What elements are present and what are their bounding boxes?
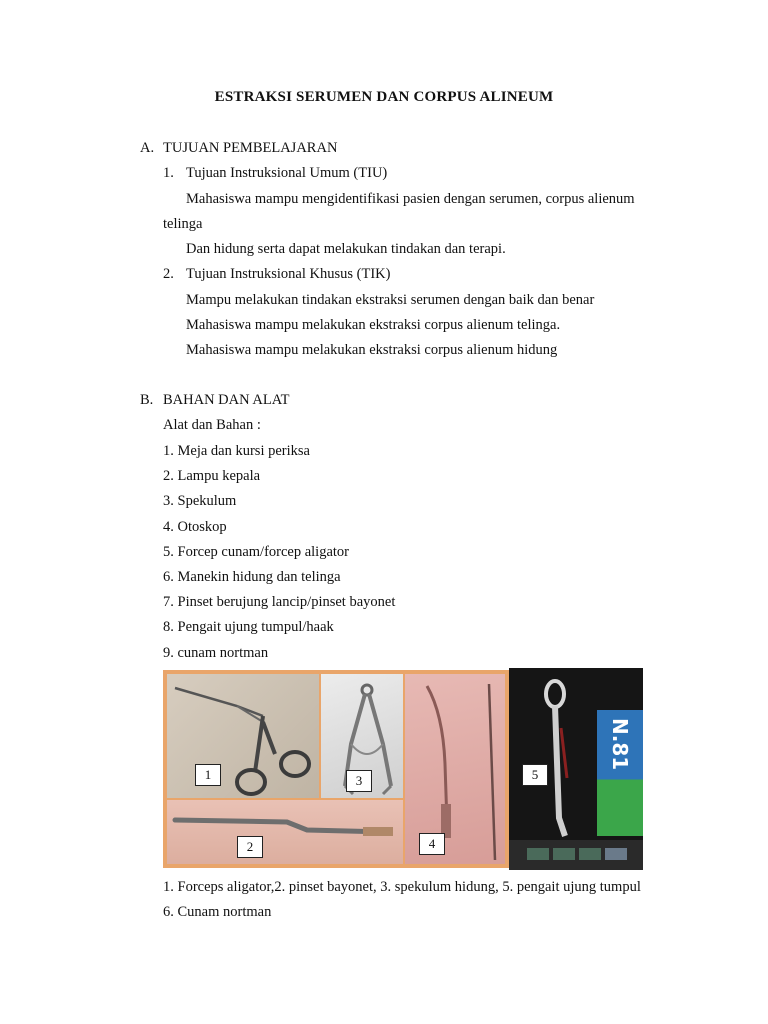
pinset-bayonet-photo bbox=[167, 800, 403, 864]
list-item: 8. Pengait ujung tumpul/haak bbox=[163, 619, 334, 635]
list-item: 4. Otoskop bbox=[163, 519, 227, 535]
section-a-item2-line3: Mahasiswa mampu melakukan ekstraksi corpus alienum hidung bbox=[186, 342, 558, 358]
photo-label-3: 3 bbox=[346, 770, 372, 792]
section-a-heading: TUJUAN PEMBELAJARAN bbox=[163, 140, 338, 156]
photo-label-4: 4 bbox=[419, 833, 445, 855]
strip-chip bbox=[605, 848, 627, 860]
photo-label-1: 1 bbox=[195, 764, 221, 786]
list-item: 9. cunam nortman bbox=[163, 645, 269, 661]
list-item: 6. Manekin hidung dan telinga bbox=[163, 569, 341, 585]
section-b-letter: B. bbox=[140, 392, 154, 408]
list-item: 3. Spekulum bbox=[163, 493, 237, 509]
list-item: 7. Pinset berujung lancip/pinset bayonet bbox=[163, 594, 396, 610]
section-a-item1-line2: telinga bbox=[163, 216, 203, 232]
photo-label-5: 5 bbox=[522, 764, 548, 786]
pinset-icon bbox=[167, 800, 403, 864]
section-a-item2-line2: Mahasiswa mampu melakukan ekstraksi corpus alienum telinga. bbox=[186, 317, 561, 333]
section-a-letter: A. bbox=[140, 140, 155, 156]
section-a-item2-title: Tujuan Instruksional Khusus (TIK) bbox=[186, 266, 391, 282]
list-item: 5. Forcep cunam/forcep aligator bbox=[163, 544, 350, 560]
photo-label-2: 2 bbox=[237, 836, 263, 858]
section-a-item1-line1: Mahasiswa mampu mengidentifikasi pasien dengan serumen, corpus alienum bbox=[186, 191, 635, 207]
section-a-item1-number: 1. bbox=[163, 165, 174, 181]
section-b-subheading: Alat dan Bahan : bbox=[163, 417, 261, 433]
strip-chip bbox=[579, 848, 601, 860]
section-b-heading: BAHAN DAN ALAT bbox=[163, 392, 290, 408]
strip-chip bbox=[553, 848, 575, 860]
section-a-item1-line3: Dan hidung serta dapat melakukan tindakan dan terapi. bbox=[186, 241, 506, 257]
document-title: ESTRAKSI SERUMEN DAN CORPUS ALINEUM bbox=[214, 89, 554, 105]
list-item: 2. Lampu kepala bbox=[163, 468, 261, 484]
photo-caption-line2: 6. Cunam nortman bbox=[163, 904, 272, 920]
forceps-aligator-photo bbox=[167, 674, 319, 798]
section-a-item1-title: Tujuan Instruksional Umum (TIU) bbox=[186, 165, 388, 181]
section-a-item2-line1: Mampu melakukan tindakan ekstraksi serumen dengan baik dan benar bbox=[186, 292, 595, 308]
tag-text: N.81 bbox=[608, 718, 632, 771]
strip-chip bbox=[527, 848, 549, 860]
forceps-aligator-icon bbox=[167, 674, 319, 798]
list-item: 1. Meja dan kursi periksa bbox=[163, 443, 310, 459]
instruments-photo bbox=[163, 668, 643, 870]
photo-caption-line1: 1. Forceps aligator,2. pinset bayonet, 3. spekulum hidung, 5. pengait ujung tumpul bbox=[163, 879, 641, 895]
section-a-item2-number: 2. bbox=[163, 266, 174, 282]
